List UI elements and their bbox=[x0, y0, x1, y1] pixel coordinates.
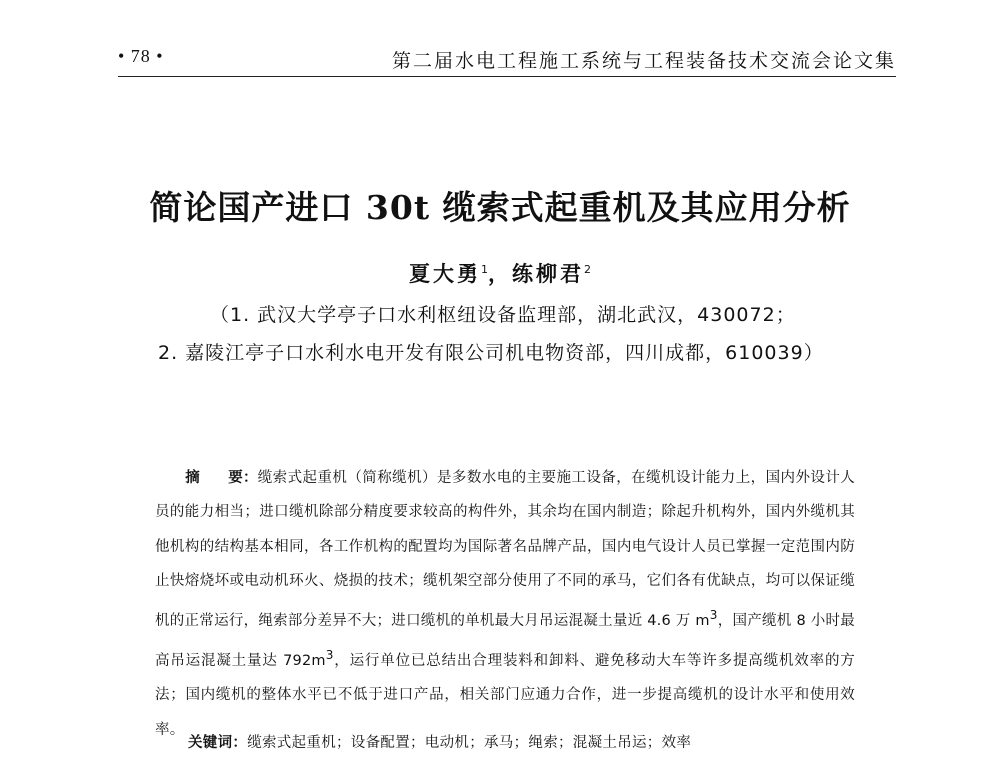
page-number: • 78 • bbox=[118, 46, 164, 66]
proceedings-title: 第二届水电工程施工系统与工程装备技术交流会论文集 bbox=[391, 50, 896, 72]
author-separator: ， bbox=[488, 262, 512, 286]
affiliation-marker: 1 bbox=[481, 263, 488, 276]
author-name: 夏大勇 bbox=[409, 262, 481, 286]
abstract-text: 缆索式起重机（简称缆机）是多数水电的主要施工设备，在缆机设计能力上，国内外设计人员的能力相当；进口缆机除部分精度要求较高的构件外，其余均在国内制造；除起升机构外，国内外缆机其他机构的结构基本相同，各工作机构的配置均为国际著名品牌产品，国内电气设计人员已掌握一定范围内防止快熔烧坏或电动机环火、烧损的技术；缆机架空部分使用了不同的承马，它们各有优缺点，均可以保证缆机的正常运行，绳索部分差异不大；进口缆机的单机最大月吊运混凝土量近 4.6 万 m bbox=[155, 470, 856, 630]
paper-title: 简论国产进口 30t 缆索式起重机及其应用分析 bbox=[149, 188, 851, 227]
affiliation-1: （1. 武汉大学亭子口水利枢纽设备监理部，湖北武汉，430072； bbox=[210, 304, 796, 326]
author-line bbox=[0, 258, 1000, 288]
abstract-text: ，国产缆机 8 小时最高吊运混凝土量达 792m bbox=[155, 613, 855, 670]
running-header bbox=[118, 40, 896, 77]
affiliation-2: 2. 嘉陵江亭子口水利水电开发有限公司机电物资部，四川成都，610039） bbox=[158, 342, 824, 364]
unit-superscript: 3 bbox=[709, 608, 718, 623]
abstract-label: 摘 要： bbox=[185, 470, 258, 486]
keywords bbox=[188, 731, 691, 752]
keywords-label: 关键词： bbox=[188, 735, 248, 751]
abstract-text: ，运行单位已总结出合理装料和卸料、避免移动大车等许多提高缆机效率的方法；国内缆机的整体水平已不低于进口产品，相关部门应通力合作，进一步提高缆机的设计水平和使用效率。 bbox=[155, 653, 856, 738]
abstract bbox=[155, 461, 855, 747]
affiliation-marker: 2 bbox=[584, 263, 591, 276]
keywords-text: 缆索式起重机；设备配置；电动机；承马；绳索；混凝土吊运；效率 bbox=[247, 735, 692, 751]
unit-superscript: 3 bbox=[325, 648, 334, 663]
author-name: 练柳君 bbox=[512, 262, 584, 286]
